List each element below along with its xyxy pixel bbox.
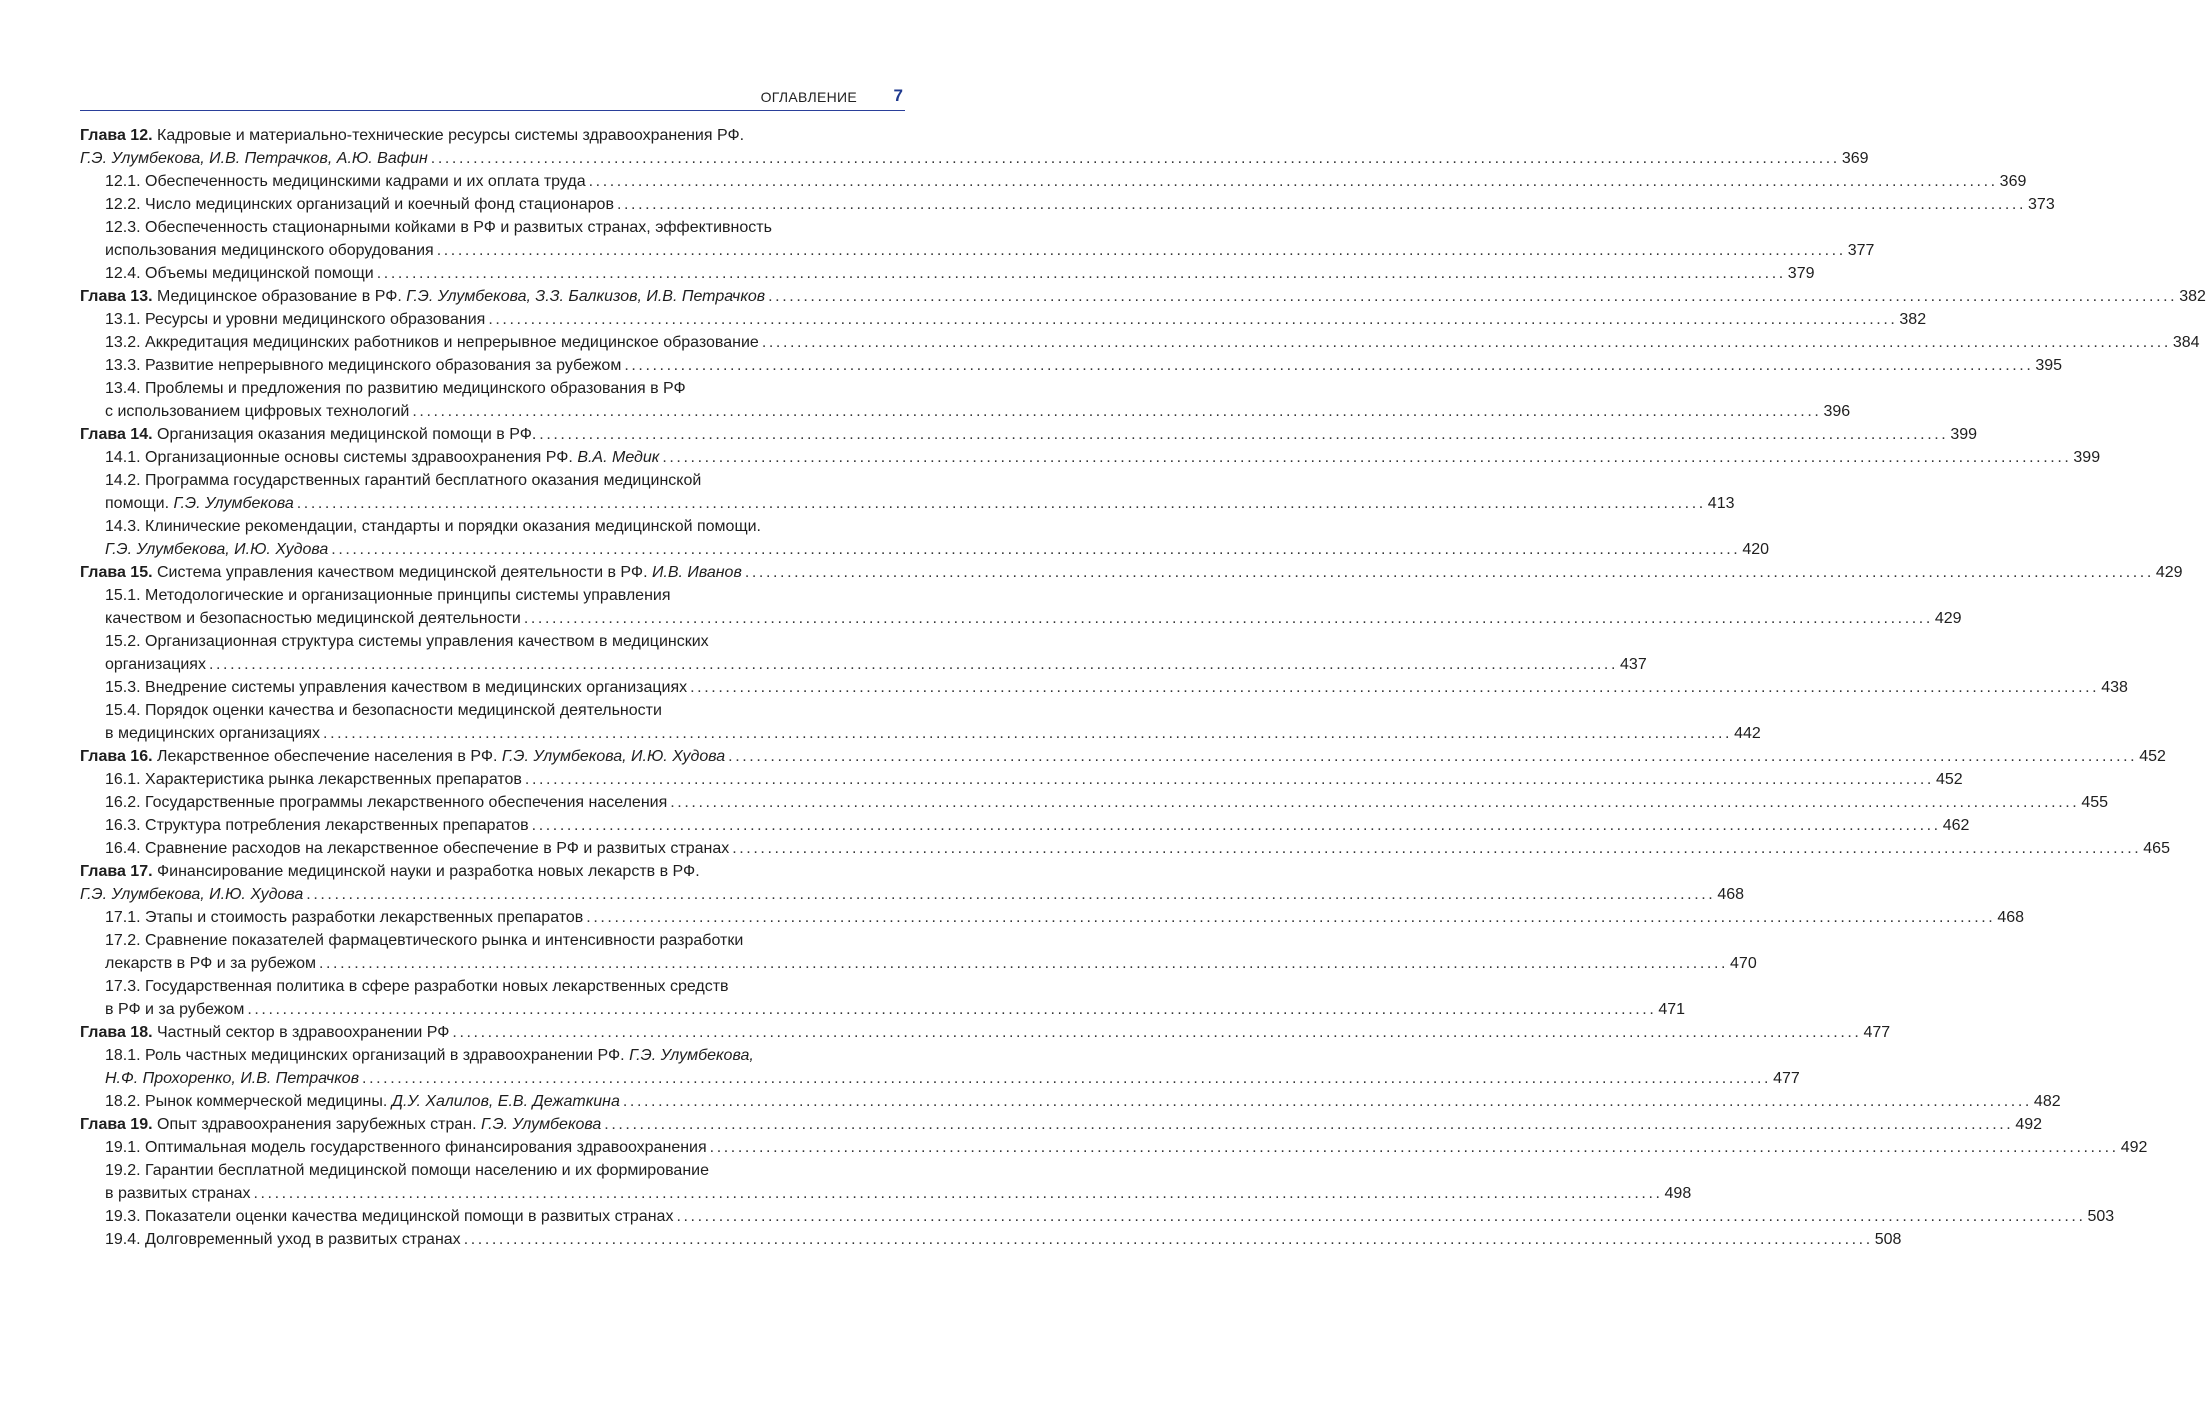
- dot-leader: ........................................................................................................................................................................................................: [586, 909, 1996, 926]
- toc-section-row: [80, 354, 2063, 377]
- toc-section-row: [80, 607, 1962, 630]
- toc-section-row: [80, 975, 905, 998]
- toc-section-row: [80, 699, 905, 722]
- toc-section-row: [80, 906, 2025, 929]
- toc-page-number: 373: [2028, 196, 2055, 213]
- entry-title: в РФ и за рубежом: [105, 1001, 245, 1018]
- running-header: [80, 86, 905, 111]
- table-of-contents: [80, 124, 2206, 1251]
- toc-chapter-row: [80, 1113, 2043, 1136]
- toc-section-row: [80, 262, 1815, 285]
- entry-title: качеством и безопасностью медицинской деятельности: [105, 610, 521, 627]
- toc-section-row: [80, 653, 1647, 676]
- toc-entry-label: [105, 584, 671, 607]
- dot-leader: ........................................................................................................................................................................................................: [761, 334, 2171, 351]
- entry-authors: Г.Э. Улумбекова, З.З. Балкизов, И.В. Петрачков: [406, 288, 766, 305]
- toc-chapter-row: [80, 124, 905, 147]
- dot-leader: ........................................................................................................................................................................................................: [296, 495, 1706, 512]
- entry-title: 12.4. Объемы медицинской помощи: [105, 265, 374, 282]
- toc-page-number: 465: [2143, 840, 2170, 857]
- entry-title: с использованием цифровых технологий: [105, 403, 410, 420]
- entry-authors: Д.У. Халилов, Е.В. Дежаткина: [391, 1093, 620, 1110]
- toc-entry-label: [80, 124, 744, 147]
- toc-entry-label: [105, 837, 729, 860]
- toc-page-number: 452: [2139, 748, 2166, 765]
- entry-title: 17.1. Этапы и стоимость разработки лекарственных препаратов: [105, 909, 584, 926]
- toc-page-number: 468: [1717, 886, 1745, 903]
- toc-entry-label: [80, 285, 765, 308]
- toc-section-row: [80, 998, 1686, 1021]
- dot-leader: ........................................................................................................................................................................................................: [488, 311, 1898, 328]
- toc-entry-label: [80, 423, 536, 446]
- toc-entry-label: [80, 883, 303, 906]
- toc-page-number: 395: [2035, 357, 2063, 374]
- toc-page-number: 429: [1934, 610, 1962, 627]
- toc-page-number: 452: [1935, 771, 1963, 788]
- entry-title: в медицинских организациях: [105, 725, 321, 742]
- dot-leader: ........................................................................................................................................................................................................: [452, 1024, 1862, 1041]
- toc-page-number: 455: [2081, 794, 2109, 811]
- entry-title: Финансирование медицинской науки и разработка новых лекарств в РФ.: [152, 863, 700, 880]
- toc-page-number: 482: [2033, 1093, 2061, 1110]
- dot-leader: ........................................................................................................................................................................................................: [622, 1093, 2032, 1110]
- entry-title: 14.2. Программа государственных гарантий бесплатного оказания медицинской: [105, 472, 702, 489]
- entry-authors: Н.Ф. Прохоренко, И.В. Петрачков: [105, 1070, 360, 1087]
- entry-title: помощи.: [105, 495, 174, 512]
- entry-authors: Г.Э. Улумбекова,: [629, 1047, 754, 1064]
- dot-leader: ........................................................................................................................................................................................................: [728, 748, 2138, 765]
- toc-entry-label: [105, 469, 701, 492]
- toc-page-number: 468: [1997, 909, 2025, 926]
- entry-title: 14.1. Организационные основы системы здравоохранения РФ.: [105, 449, 578, 466]
- toc-entry-label: [80, 1021, 449, 1044]
- toc-chapter-row: [80, 285, 2206, 308]
- toc-entry-label: [105, 262, 374, 285]
- toc-section-row: [80, 400, 1851, 423]
- entry-title: организациях: [105, 656, 206, 673]
- toc-entry-label: [105, 1205, 673, 1228]
- dot-leader: ........................................................................................................................................................................................................: [539, 426, 1949, 443]
- entry-title: 16.2. Государственные программы лекарственного обеспечения населения: [105, 794, 668, 811]
- dot-leader: ........................................................................................................................................................................................................: [662, 449, 2072, 466]
- dot-leader: ........................................................................................................................................................................................................: [323, 725, 1733, 742]
- toc-section-row: [80, 538, 1770, 561]
- dot-leader: ........................................................................................................................................................................................................: [362, 1070, 1772, 1087]
- dot-leader: ........................................................................................................................................................................................................: [690, 679, 2100, 696]
- entry-title: Частный сектор в здравоохранении РФ: [152, 1024, 450, 1041]
- toc-section-row: [80, 1159, 905, 1182]
- toc-entry-label: [105, 400, 409, 423]
- dot-leader: ........................................................................................................................................................................................................: [616, 196, 2027, 213]
- dot-leader: ........................................................................................................................................................................................................: [604, 1116, 2014, 1133]
- toc-page-number: 413: [1707, 495, 1735, 512]
- toc-entry-label: [105, 791, 667, 814]
- toc-entry-label: [105, 768, 522, 791]
- toc-page-number: 420: [1742, 541, 1770, 558]
- toc-section-row: [80, 515, 905, 538]
- entry-authors: Г.Э. Улумбекова, И.Ю. Худова: [501, 748, 726, 765]
- entry-title: 12.3. Обеспеченность стационарными койками в РФ и развитых странах, эффективность: [105, 219, 772, 236]
- toc-page-number: 471: [1658, 1001, 1686, 1018]
- toc-entry-label: [105, 1136, 707, 1159]
- entry-title: 15.2. Организационная структура системы управления качеством в медицинских: [105, 633, 709, 650]
- toc-page-number: 508: [1874, 1231, 1902, 1248]
- chapter-number: Глава 17.: [80, 863, 153, 880]
- toc-entry-label: [105, 193, 614, 216]
- entry-title: 16.1. Характеристика рынка лекарственных препаратов: [105, 771, 522, 788]
- dot-leader: ........................................................................................................................................................................................................: [463, 1231, 1873, 1248]
- entry-title: 18.2. Рынок коммерческой медицины.: [105, 1093, 392, 1110]
- entry-title: 13.1. Ресурсы и уровни медицинского образования: [105, 311, 486, 328]
- entry-title: 19.4. Долговременный уход в развитых странах: [105, 1231, 461, 1248]
- chapter-number: Глава 16.: [80, 748, 153, 765]
- toc-page-number: 429: [2155, 564, 2183, 581]
- toc-page-number: 437: [1620, 656, 1647, 673]
- toc-entry-label: [105, 906, 583, 929]
- toc-page-number: 384: [2172, 334, 2200, 351]
- entry-title: Медицинское образование в РФ.: [152, 288, 407, 305]
- entry-title: 15.4. Порядок оценки качества и безопасности медицинской деятельности: [105, 702, 662, 719]
- toc-chapter-row: [80, 423, 1978, 446]
- entry-title: 18.1. Роль частных медицинских организаций в здравоохранении РФ.: [105, 1047, 630, 1064]
- page-number: 7: [893, 86, 903, 105]
- toc-section-row: [80, 837, 2170, 860]
- chapter-number: Глава 15.: [80, 564, 153, 581]
- toc-section-row: [80, 446, 2101, 469]
- chapter-number: Глава 18.: [80, 1024, 153, 1041]
- entry-title: 19.1. Оптимальная модель государственного финансирования здравоохранения: [105, 1139, 707, 1156]
- toc-entry-label: [105, 699, 662, 722]
- header-title: ОГЛАВЛЕНИЕ: [760, 89, 857, 105]
- toc-entry-label: [105, 170, 586, 193]
- toc-entry-label: [80, 147, 428, 170]
- toc-entry-label: [105, 1159, 709, 1182]
- toc-page-number: 492: [2015, 1116, 2043, 1133]
- toc-section-row: [80, 239, 1875, 262]
- toc-page-number: 399: [1950, 426, 1978, 443]
- toc-chapter-row: [80, 883, 1745, 906]
- toc-section-row: [80, 1090, 2061, 1113]
- toc-entry-label: [80, 860, 700, 883]
- dot-leader: ........................................................................................................................................................................................................: [732, 840, 2142, 857]
- toc-page-number: 477: [1863, 1024, 1891, 1041]
- dot-leader: ........................................................................................................................................................................................................: [523, 610, 1933, 627]
- toc-section-row: [80, 952, 1757, 975]
- toc-entry-label: [105, 446, 659, 469]
- toc-entry-label: [105, 1067, 359, 1090]
- toc-section-row: [80, 630, 905, 653]
- dot-leader: ........................................................................................................................................................................................................: [430, 150, 1840, 167]
- toc-entry-label: [105, 239, 434, 262]
- toc-chapter-row: [80, 1021, 1891, 1044]
- dot-leader: ........................................................................................................................................................................................................: [436, 242, 1846, 259]
- dot-leader: ........................................................................................................................................................................................................: [376, 265, 1786, 282]
- toc-entry-label: [105, 975, 729, 998]
- toc-section-row: [80, 791, 2109, 814]
- toc-section-row: [80, 1067, 1800, 1090]
- dot-leader: ........................................................................................................................................................................................................: [531, 817, 1941, 834]
- toc-section-row: [80, 492, 1735, 515]
- toc-section-row: [80, 193, 2055, 216]
- chapter-number: Глава 12.: [80, 127, 153, 144]
- toc-page-number: 470: [1730, 955, 1757, 972]
- dot-leader: ........................................................................................................................................................................................................: [318, 955, 1729, 972]
- dot-leader: ........................................................................................................................................................................................................: [670, 794, 2080, 811]
- entry-authors: Г.Э. Улумбекова, И.Ю. Худова: [105, 541, 329, 558]
- dot-leader: ........................................................................................................................................................................................................: [247, 1001, 1657, 1018]
- toc-entry-label: [105, 1044, 754, 1067]
- entry-title: 12.1. Обеспеченность медицинскими кадрами и их оплата труда: [105, 173, 586, 190]
- toc-section-row: [80, 1044, 905, 1067]
- toc-entry-label: [105, 814, 529, 837]
- toc-section-row: [80, 768, 1963, 791]
- toc-section-row: [80, 722, 1761, 745]
- toc-section-row: [80, 1182, 1692, 1205]
- entry-authors: В.А. Медик: [577, 449, 660, 466]
- chapter-number: Глава 13.: [80, 288, 153, 305]
- entry-title: 17.3. Государственная политика в сфере разработки новых лекарственных средств: [105, 978, 729, 995]
- entry-title: 19.3. Показатели оценки качества медицинской помощи в развитых странах: [105, 1208, 674, 1225]
- toc-entry-label: [105, 377, 686, 400]
- toc-page-number: 382: [1899, 311, 1927, 328]
- toc-chapter-row: [80, 860, 905, 883]
- dot-leader: ........................................................................................................................................................................................................: [208, 656, 1619, 673]
- toc-entry-label: [105, 216, 772, 239]
- dot-leader: ........................................................................................................................................................................................................: [253, 1185, 1663, 1202]
- toc-section-row: [80, 929, 905, 952]
- toc-page-number: 492: [2120, 1139, 2148, 1156]
- entry-title: в развитых странах: [105, 1185, 251, 1202]
- toc-section-row: [80, 308, 1927, 331]
- toc-section-row: [80, 331, 2200, 354]
- entry-title: 17.2. Сравнение показателей фармацевтического рынка и интенсивности разработки: [105, 932, 744, 949]
- chapter-number: Глава 14.: [80, 426, 153, 443]
- toc-section-row: [80, 584, 905, 607]
- entry-title: Лекарственное обеспечение населения в РФ.: [152, 748, 502, 765]
- toc-entry-label: [105, 515, 761, 538]
- toc-section-row: [80, 469, 905, 492]
- toc-page-number: 369: [1841, 150, 1869, 167]
- toc-entry-label: [105, 354, 621, 377]
- toc-entry-label: [105, 676, 687, 699]
- entry-authors: Г.Э. Улумбекова, И.В. Петрачков, А.Ю. Вафин: [80, 150, 428, 167]
- entry-title: Система управления качеством медицинской деятельности в РФ.: [152, 564, 652, 581]
- entry-title: 16.3. Структура потребления лекарственных препаратов: [105, 817, 529, 834]
- toc-section-row: [80, 1205, 2115, 1228]
- chapter-number: Глава 19.: [80, 1116, 153, 1133]
- toc-page-number: 503: [2087, 1208, 2115, 1225]
- dot-leader: ........................................................................................................................................................................................................: [624, 357, 2034, 374]
- toc-page-number: 442: [1734, 725, 1761, 742]
- toc-entry-label: [105, 492, 294, 515]
- toc-entry-label: [105, 653, 206, 676]
- toc-page-number: 377: [1847, 242, 1875, 259]
- toc-page-number: 382: [2179, 288, 2206, 305]
- toc-chapter-row: [80, 147, 1869, 170]
- dot-leader: ........................................................................................................................................................................................................: [709, 1139, 2119, 1156]
- toc-page-number: 498: [1664, 1185, 1692, 1202]
- entry-title: 13.2. Аккредитация медицинских работников и непрерывное медицинское образование: [105, 334, 759, 351]
- toc-entry-label: [105, 1090, 620, 1113]
- dot-leader: ........................................................................................................................................................................................................: [768, 288, 2178, 305]
- toc-entry-label: [105, 538, 328, 561]
- toc-entry-label: [105, 952, 316, 975]
- toc-entry-label: [80, 561, 742, 584]
- entry-title: Организация оказания медицинской помощи в РФ.: [152, 426, 537, 443]
- toc-section-row: [80, 1136, 2148, 1159]
- toc-page-number: 396: [1823, 403, 1851, 420]
- dot-leader: ........................................................................................................................................................................................................: [412, 403, 1822, 420]
- toc-entry-label: [105, 331, 759, 354]
- toc-chapter-row: [80, 745, 2166, 768]
- entry-title: 19.2. Гарантии бесплатной медицинской помощи населению и их формирование: [105, 1162, 709, 1179]
- entry-title: лекарств в РФ и за рубежом: [105, 955, 316, 972]
- entry-title: 14.3. Клинические рекомендации, стандарты и порядки оказания медицинской помощи.: [105, 518, 761, 535]
- toc-section-row: [80, 377, 905, 400]
- toc-page-number: 379: [1787, 265, 1815, 282]
- toc-entry-label: [105, 607, 521, 630]
- entry-title: 16.4. Сравнение расходов на лекарственное обеспечение в РФ и развитых странах: [105, 840, 730, 857]
- toc-page-number: 369: [1999, 173, 2027, 190]
- toc-section-row: [80, 814, 1970, 837]
- entry-title: Опыт здравоохранения зарубежных стран.: [152, 1116, 482, 1133]
- toc-page-number: 399: [2073, 449, 2101, 466]
- toc-entry-label: [105, 308, 485, 331]
- toc-entry-label: [105, 1182, 250, 1205]
- entry-title: 13.4. Проблемы и предложения по развитию медицинского образования в РФ: [105, 380, 686, 397]
- toc-section-row: [80, 676, 2128, 699]
- dot-leader: ........................................................................................................................................................................................................: [676, 1208, 2086, 1225]
- entry-title: 13.3. Развитие непрерывного медицинского образования за рубежом: [105, 357, 622, 374]
- dot-leader: ........................................................................................................................................................................................................: [524, 771, 1934, 788]
- entry-authors: И.В. Иванов: [651, 564, 742, 581]
- entry-title: Кадровые и материально-технические ресурсы системы здравоохранения РФ.: [152, 127, 745, 144]
- dot-leader: ........................................................................................................................................................................................................: [331, 541, 1741, 558]
- toc-entry-label: [105, 1228, 461, 1251]
- entry-title: 15.1. Методологические и организационные принципы системы управления: [105, 587, 671, 604]
- dot-leader: ........................................................................................................................................................................................................: [744, 564, 2154, 581]
- toc-entry-label: [105, 929, 743, 952]
- entry-authors: Г.Э. Улумбекова: [173, 495, 294, 512]
- entry-title: 15.3. Внедрение системы управления качеством в медицинских организациях: [105, 679, 688, 696]
- dot-leader: ........................................................................................................................................................................................................: [306, 886, 1716, 903]
- toc-section-row: [80, 1228, 1902, 1251]
- entry-authors: Г.Э. Улумбекова, И.Ю. Худова: [80, 886, 304, 903]
- toc-entry-label: [105, 630, 709, 653]
- entry-title: 12.2. Число медицинских организаций и коечный фонд стационаров: [105, 196, 614, 213]
- toc-entry-label: [80, 745, 725, 768]
- toc-chapter-row: [80, 561, 2183, 584]
- dot-leader: ........................................................................................................................................................................................................: [588, 173, 1998, 190]
- toc-page-number: 438: [2101, 679, 2128, 696]
- toc-section-row: [80, 216, 905, 239]
- toc-page-number: 477: [1773, 1070, 1800, 1087]
- toc-page-number: 462: [1942, 817, 1970, 834]
- toc-entry-label: [80, 1113, 601, 1136]
- toc-entry-label: [105, 998, 244, 1021]
- toc-section-row: [80, 170, 2027, 193]
- entry-title: использования медицинского оборудования: [105, 242, 434, 259]
- toc-entry-label: [105, 722, 320, 745]
- entry-authors: Г.Э. Улумбекова: [481, 1116, 602, 1133]
